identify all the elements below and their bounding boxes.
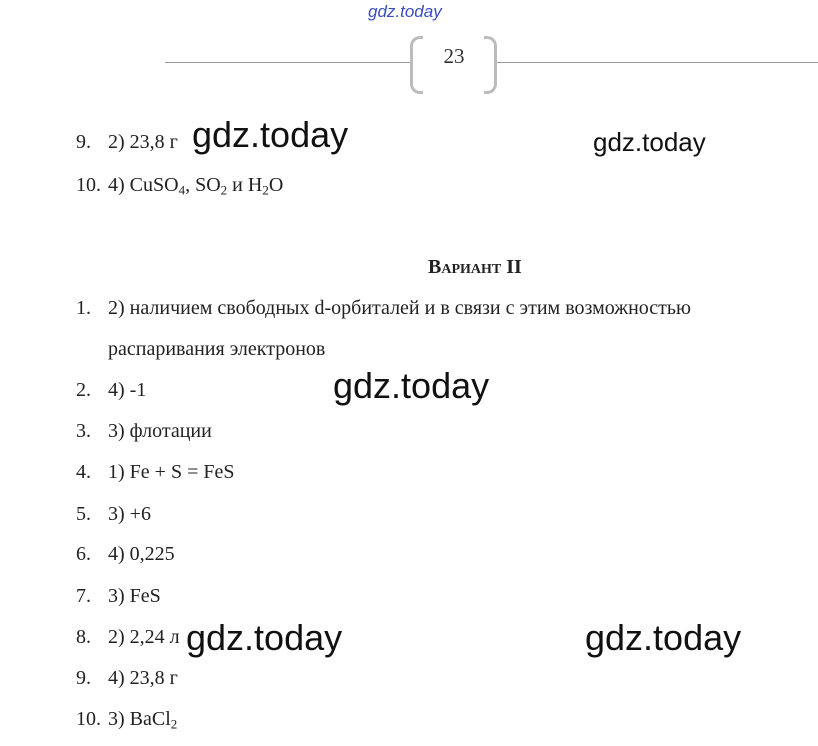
page-number-bracket-right: [484, 36, 497, 94]
answer-number: 6.: [76, 543, 91, 565]
answer-text: 3) BaCl$_2$: [108, 708, 178, 732]
answer-text: 2) наличием свободных d-орбиталей и в связи с этим возможностью: [108, 297, 691, 319]
answer-item: [76, 379, 146, 402]
answer-text: 4) -1: [108, 379, 147, 401]
answer-item: [76, 543, 175, 566]
answer-text-continuation: распаривания электронов: [108, 338, 326, 360]
watermark: gdz.today: [333, 365, 490, 406]
answer-number: 5.: [76, 503, 91, 525]
page-number: 23: [443, 44, 465, 68]
answer-text: 4) 23,8 г: [108, 667, 178, 689]
answer-text: 4) 0,225: [108, 543, 175, 565]
answer-number: 1.: [76, 297, 91, 319]
answer-item: [76, 461, 234, 484]
answer-number: 8.: [76, 626, 91, 648]
answer-item: [76, 420, 212, 443]
answer-number: 2.: [76, 379, 91, 401]
answer-number: 9.: [76, 667, 91, 689]
answer-text: 1) Fe + S = FeS: [108, 461, 235, 483]
answer-item: [76, 297, 691, 320]
answer-item: [76, 585, 161, 608]
answer-item: [76, 708, 177, 732]
answer-text: 4) CuSO$_4$, $SO_2$ и $H_2O$: [108, 174, 284, 198]
answer-text: 2) 23,8 г: [108, 131, 178, 153]
answer-item: [76, 667, 178, 690]
watermark: gdz.today: [593, 127, 706, 157]
answer-text: 3) FeS: [108, 585, 161, 607]
answer-text: 3) флотации: [108, 420, 212, 442]
answer-number: 9.: [76, 131, 91, 153]
answer-number: 10.: [76, 708, 101, 730]
answer-number: 10.: [76, 174, 101, 196]
answer-number: 7.: [76, 585, 91, 607]
answer-item: [76, 626, 180, 649]
answer-text: 3) +6: [108, 503, 151, 525]
answer-item: [76, 131, 178, 154]
header-rule-left: [165, 62, 411, 63]
watermark: gdz.today: [192, 114, 349, 155]
answer-item: [76, 503, 151, 526]
watermark: gdz.today: [186, 617, 343, 658]
variant-heading: Вариант II: [428, 256, 522, 278]
header-rule-right: [496, 62, 818, 63]
site-watermark-top: gdz.today: [368, 2, 442, 21]
answer-text: 2) 2,24 л: [108, 626, 180, 648]
page-number-bracket-left: [410, 36, 423, 94]
watermark: gdz.today: [585, 617, 742, 658]
answer-number: 3.: [76, 420, 91, 442]
answer-number: 4.: [76, 461, 91, 483]
answer-item: [76, 174, 283, 198]
